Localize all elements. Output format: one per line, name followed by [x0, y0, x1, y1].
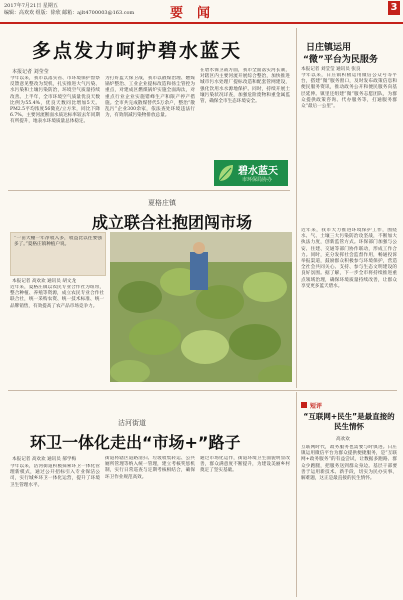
byline-article1: 本报记者 刘莹莹 — [12, 69, 49, 75]
editor-info: 编辑：高欢欢 组版：徐欣 邮箱：ajlt4700003@163.com — [4, 10, 135, 16]
article3-kicker: 沽河街道 — [118, 419, 146, 427]
section-title: 要闻 — [170, 6, 225, 21]
short-comment-body: 互联网时代，政务服务也需要与时俱进。日庄镇运用微信平台为群众提供便捷服务，是“互联网+政务服务”的有益尝试，让数据多跑路、群众少跑腿，把服务送到群众身边。基层干部要善于运用新技术、新手段，切实为民办实事、解难题，这正是最直接的民生情怀。 — [301, 445, 397, 482]
byline-article3: 本报记者 高欢欢 通讯员 郝学梅 — [12, 457, 77, 462]
sidebar-byline: 本报记者 刘莹莹 通讯员 张良 — [301, 67, 361, 72]
sidebar-body-continued: 近年来，我市大力推进环境保护工作，围绕水、气、土壤三大污染防治攻坚战，不断加大执法力度，创新监管方式。环保部门加强与公安、住建、交通等部门协作联动，形成工作合力。同时，充分发挥社会监督作用，畅通投诉举报渠道，鼓励群众积极参与环境保护，营造全社会共同关心、支持、参与生态文明建设的良好氛围。据了解，下一步全市将持续推进重点领域治理，确保环境质量持续改善，让群众享受更多蓝天碧水。 — [301, 228, 397, 289]
cabbage-photo-illustration — [110, 232, 292, 382]
article1-column-2: 为打好蓝天保卫战，我市以散煤治理、燃煤锅炉整治、工业企业提标改造和扬尘管控为重点，对建成区燃煤锅炉实施全面淘汰，对重点行业企业实施错峰生产和限产停产措施。全市共完成散煤替代5万余户，整治“散乱污”企业300余家，依法查处环境违法行为，有效削减污染物排放总量。 — [105, 76, 195, 119]
sidebar-subtitle: “微”平台为民服务 — [303, 55, 378, 65]
short-comment-title: “互联网+民生”是最直接的民生情怀 — [303, 412, 395, 431]
short-comment-label: 短评 — [310, 403, 323, 410]
sidebar-title: 日庄镇运用 — [306, 43, 352, 53]
bullet-square-icon — [301, 402, 307, 408]
headline-article3: 环卫一体化走出“市场+”路子 — [30, 433, 241, 452]
byline-article2: 本报记者 高欢欢 通讯员 胡文龙 — [12, 279, 77, 284]
headline-article2: 成立联合社抱团闯市场 — [92, 213, 253, 232]
banner-subtitle: 市环保局协办 — [242, 177, 273, 183]
article3-column-2: 街道将辖区道路清扫、垃圾收集转运、公共厕所管理等纳入统一管理，建立考核奖惩机制，实行日常巡查与定期考核相结合，确保环卫作业规范高效。 — [105, 456, 195, 480]
column-divider-2 — [296, 392, 297, 597]
page-header — [0, 0, 403, 28]
section-separator-2 — [8, 390, 397, 391]
leaf-icon — [217, 163, 235, 183]
article1-column-1: 今年以来，我市以落实省、市环境保护督察反馈意见整改为契机，扎实推进大气污染、水污染和土壤污染防治，环境空气质量持续改善。上半年，全市环境空气质量优良天数比例为55.4%，优良天数同比增加5天。PM2.5平均浓度56微克/立方米，同比下降6.7%。主要河流断面水质达标率较去年同期有所提升，地表水环境质量总体稳定。 — [10, 76, 100, 125]
headline-article1: 多点发力呵护碧水蓝天 — [32, 40, 243, 62]
header-rule — [0, 22, 403, 24]
article2-column-1: 近年来，夏格庄镇以农民专业合作社为纽带，整合种植、养殖等资源，成立农民专业合作社联合社，统一采购农资、统一技术标准、统一品牌销售，有效提高了农产品市场竞争力。 — [10, 285, 104, 309]
section-separator — [8, 190, 290, 191]
market-photo — [110, 232, 292, 382]
article3-column-1: 今年以来，沽河街道积极探索环卫一体化管理新模式，通过公开招标引入专业保洁公司，实行城乡环卫一体化运营，提升了环境卫生管理水平。 — [10, 464, 100, 488]
short-comment-byline: 高欢欢 — [336, 437, 350, 442]
eco-banner — [214, 160, 288, 186]
banner-title: 碧水蓝天 — [238, 166, 278, 177]
sidebar-body: 今年以来，日庄镇积极运用微信公众号等平台，搭建“微”服务窗口，及时发布政策信息和便民服务资讯，推动政务公开和便民服务向基层延伸。镇里还组建“微”服务志愿团队，为群众提供政策咨询、代办服务等，打通服务群众“最后一公里”。 — [301, 73, 397, 110]
issue-date: 2017年7月21日 星期五 — [4, 3, 58, 9]
article1-column-3: 在碧水保卫战方面，我市全面落实河长制，对辖区内主要河流开展综合整治，加快推进城市污水处理厂提标改造和配套管网建设，强化饮用水水源地保护。同时，持续开展土壤污染状况详查，加强危险废物和重金属监管，确保全市生态环境安全。 — [200, 68, 290, 105]
article2-lead: “一亩大棚一年净收入多，收益比以往要强多了。”夏格庄镇种植户说。 — [14, 236, 102, 248]
lead-box — [10, 232, 106, 276]
article3-column-3: 通过市场化运作，街道环境卫生面貌明显改善，群众满意度不断提升，为建设美丽乡村奠定了坚实基础。 — [200, 456, 290, 474]
column-divider — [296, 28, 297, 388]
article2-kicker: 夏格庄镇 — [148, 199, 176, 207]
page-number-badge: 3 — [388, 1, 400, 15]
